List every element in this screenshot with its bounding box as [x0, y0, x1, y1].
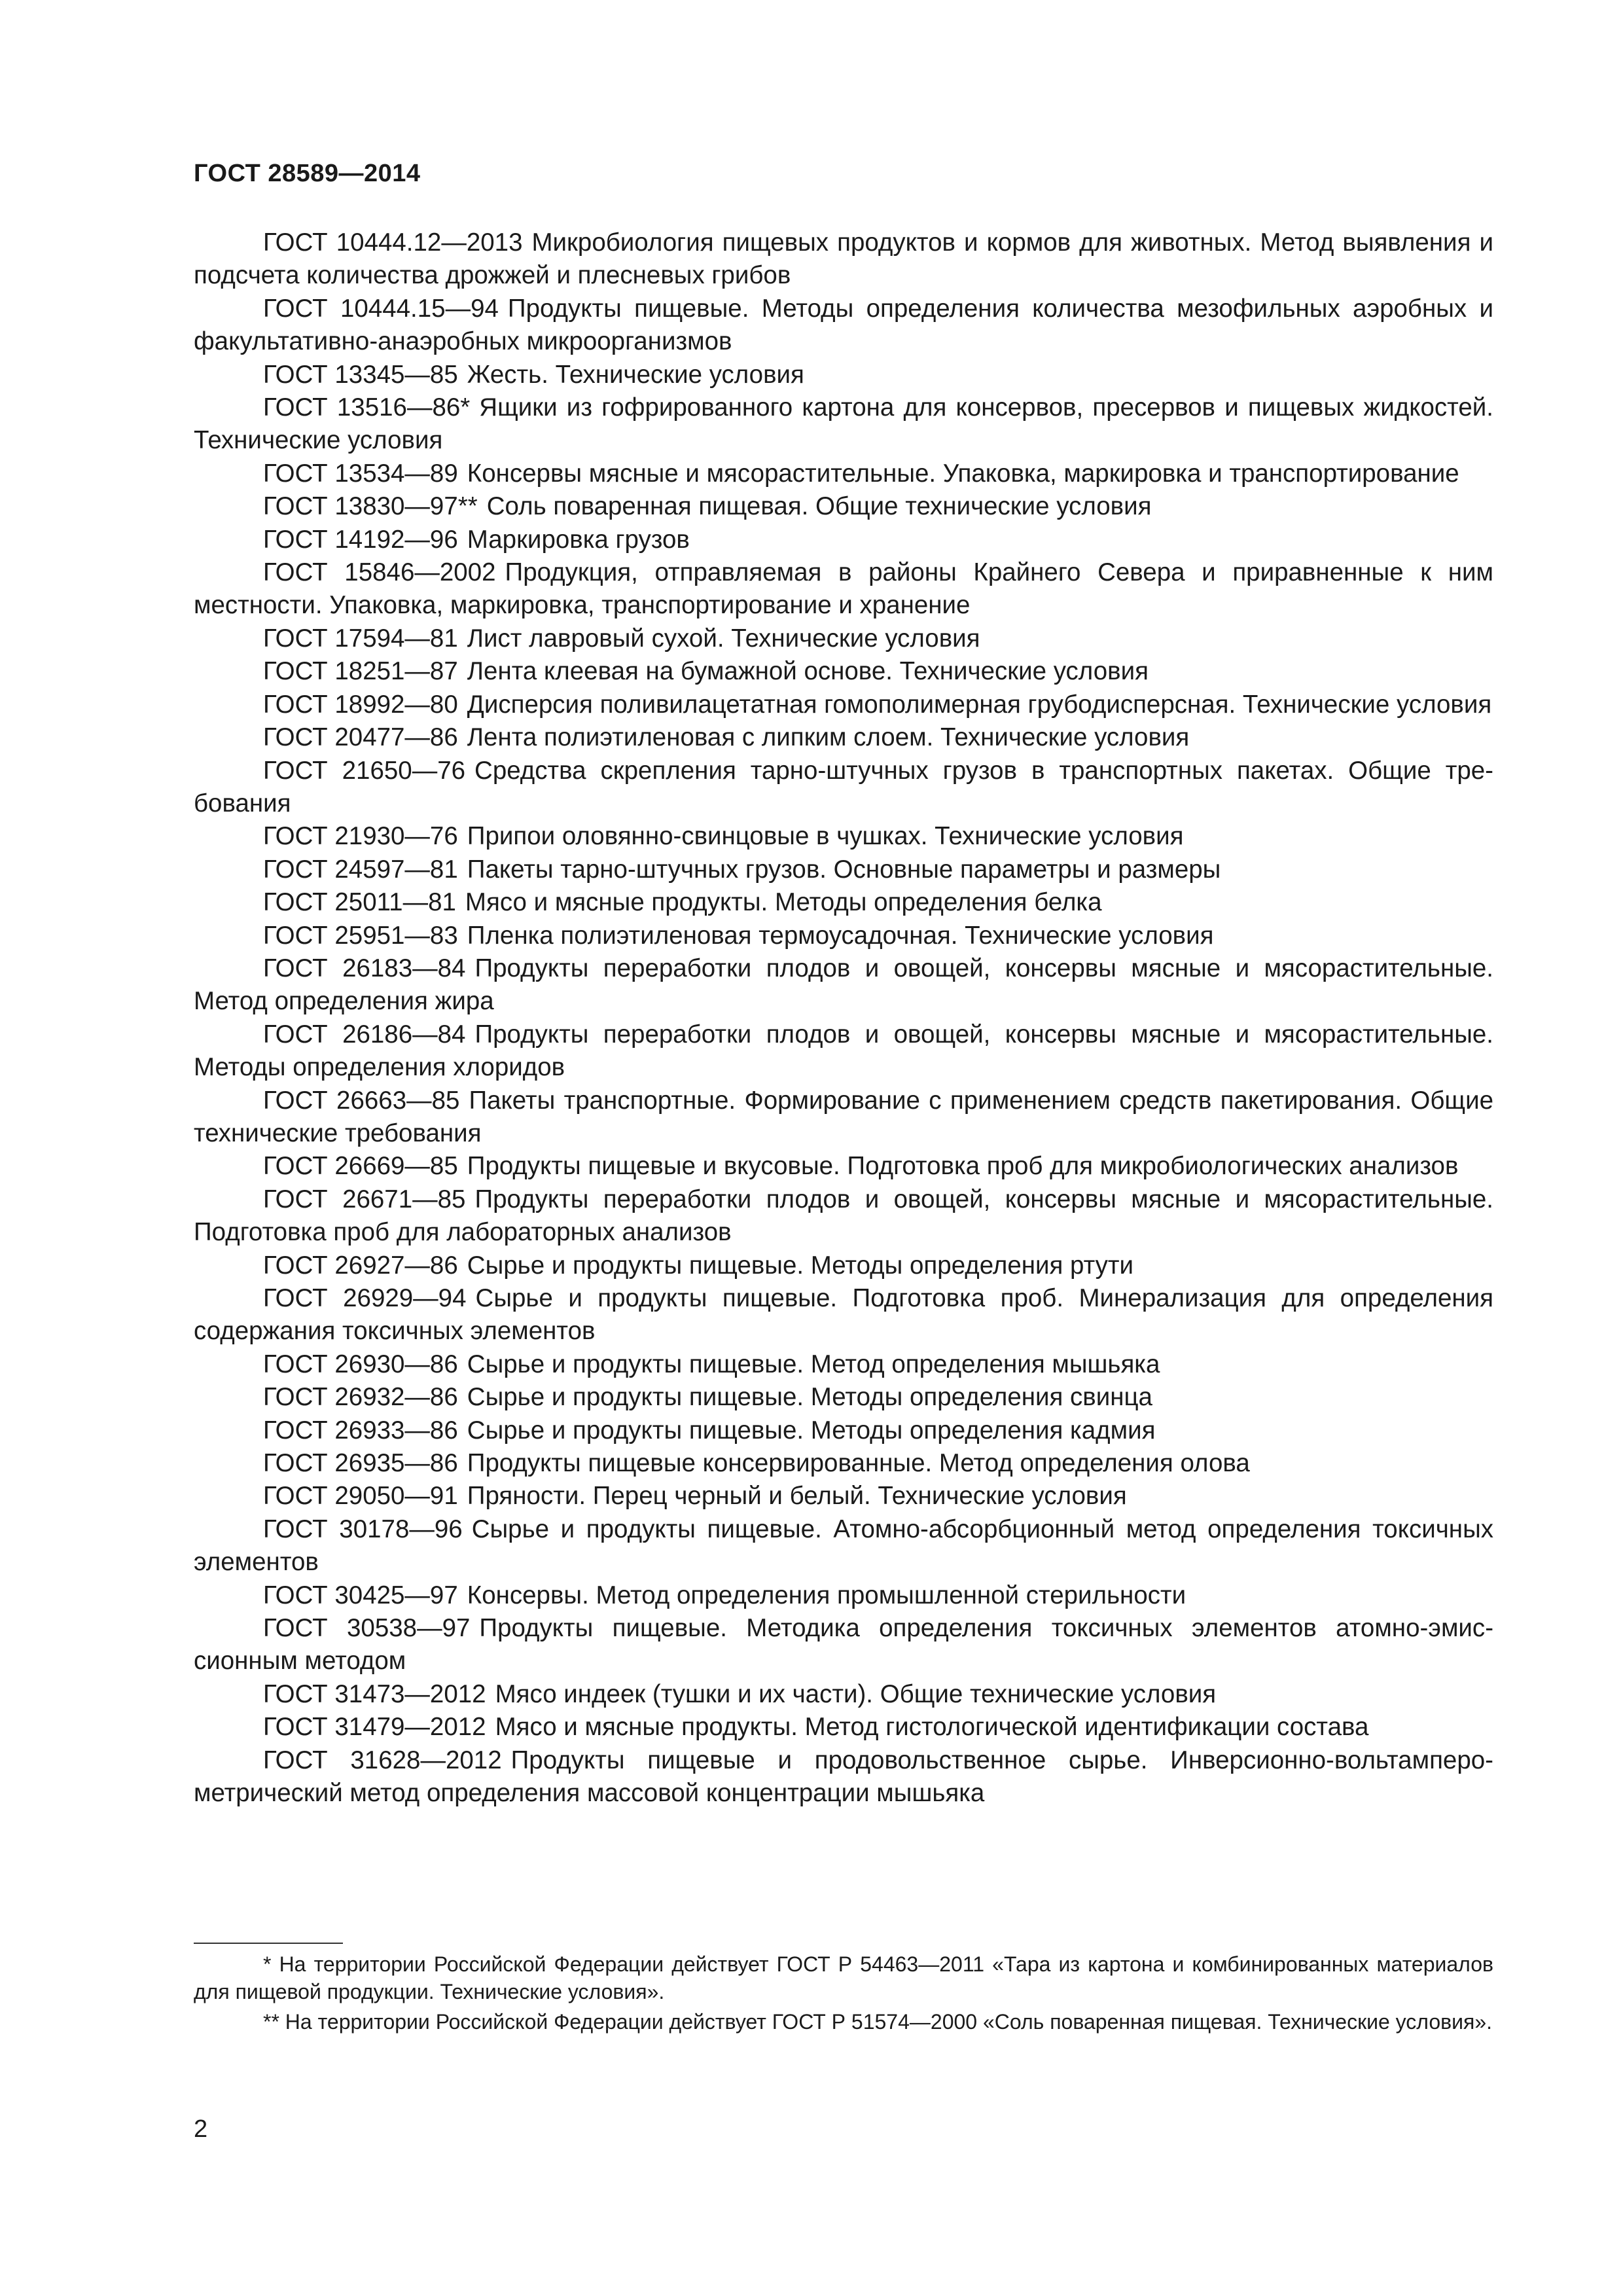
reference-code: ГОСТ 26935—86 [263, 1449, 458, 1478]
reference-title: Сырье и продукты пищевые. Методы определения ртути [467, 1251, 1134, 1280]
reference-code: ГОСТ 26186—84 [263, 1020, 466, 1049]
reference-title: Пакеты тарно-штучных грузов. Основные параметры и размеры [467, 855, 1221, 884]
reference-item [194, 622, 1493, 655]
reference-code: ГОСТ 14192—96 [263, 525, 458, 554]
reference-title: Сырье и продукты пищевые. Подготовка проб. Минерализация для определения содержания токсичных элементов [194, 1284, 1493, 1346]
reference-item [194, 391, 1493, 457]
reference-code: ГОСТ 15846—2002 [263, 558, 496, 587]
reference-title: Средства скрепления тарно-штучных грузов в транспортных пакетах. Общие требования [194, 756, 1493, 817]
reference-item [194, 1513, 1493, 1579]
reference-code: ГОСТ 13830—97** [263, 492, 478, 521]
normative-references-list [194, 226, 1493, 1810]
reference-item [194, 1018, 1493, 1085]
reference-item [194, 293, 1493, 359]
reference-title: Продукты пищевые. Методы определения количества мезофильных аэробных и факультативно-анаэробных микроорганизмов [194, 294, 1493, 356]
reference-code: ГОСТ 26929—94 [263, 1284, 467, 1312]
reference-item [194, 721, 1493, 754]
reference-code: ГОСТ 31479—2012 [263, 1713, 486, 1742]
reference-title: Продукты переработки плодов и овощей, консервы мясные и мясорастительные. Подготовка проб для лабораторных анализов [194, 1185, 1493, 1247]
reference-code: ГОСТ 20477—86 [263, 723, 458, 752]
reference-code: ГОСТ 18251—87 [263, 657, 458, 686]
reference-code: ГОСТ 31473—2012 [263, 1679, 486, 1708]
reference-item [194, 226, 1493, 293]
reference-title: Продукты переработки плодов и овощей, консервы мясные и мясорастительные. Метод определения жира [194, 954, 1493, 1016]
reference-code: ГОСТ 26927—86 [263, 1251, 458, 1280]
reference-title: Пряности. Перец черный и белый. Технические условия [467, 1482, 1127, 1511]
reference-title: Пленка полиэтиленовая термоусадочная. Технические условия [467, 921, 1214, 950]
reference-code: ГОСТ 26183—84 [263, 954, 466, 982]
reference-title: Продукты пищевые и вкусовые. Подготовка проб для микробиологических анализов [467, 1152, 1459, 1181]
reference-item [194, 1480, 1493, 1513]
reference-code: ГОСТ 18992—80 [263, 690, 458, 719]
reference-title: Сырье и продукты пищевые. Методы определения кадмия [467, 1416, 1156, 1444]
footnotes [194, 1950, 1493, 2038]
reference-code: ГОСТ 26669—85 [263, 1152, 458, 1181]
reference-item [194, 952, 1493, 1018]
reference-item [194, 655, 1493, 688]
reference-code: ГОСТ 13534—89 [263, 459, 458, 488]
page-number: 2 [194, 2115, 208, 2143]
reference-item [194, 853, 1493, 886]
reference-code: ГОСТ 25011—81 [263, 888, 456, 917]
reference-item [194, 920, 1493, 952]
reference-item [194, 820, 1493, 853]
reference-title: Маркировка грузов [467, 525, 690, 554]
reference-item [194, 457, 1493, 490]
footnote: * На территории Российской Федерации действует ГОСТ Р 54463—2011 «Тара из картона и комбинированных материалов для пищевой продукции. Технические условия». [194, 1952, 1493, 2003]
reference-item [194, 1249, 1493, 1282]
document-header: ГОСТ 28589—2014 [194, 160, 421, 187]
reference-code: ГОСТ 26930—86 [263, 1350, 458, 1378]
reference-item [194, 1183, 1493, 1249]
reference-title: Продукты пищевые консервированные. Метод определения олова [467, 1449, 1250, 1478]
reference-item [194, 755, 1493, 821]
footnote-divider [194, 1943, 343, 1944]
reference-code: ГОСТ 30425—97 [263, 1581, 458, 1609]
reference-title: Жесть. Технические условия [467, 360, 804, 389]
reference-code: ГОСТ 26671—85 [263, 1185, 466, 1213]
reference-code: ГОСТ 30538—97 [263, 1614, 471, 1643]
reference-item [194, 1579, 1493, 1612]
reference-code: ГОСТ 13345—85 [263, 360, 458, 389]
reference-item [194, 1150, 1493, 1183]
reference-code: ГОСТ 17594—81 [263, 624, 458, 653]
reference-title: Сырье и продукты пищевые. Метод определения мышьяка [467, 1350, 1160, 1378]
reference-item [194, 1711, 1493, 1744]
footnote: ** На территории Российской Федерации действует ГОСТ Р 51574—2000 «Соль поваренная пищевая. Технические условия». [263, 2010, 1493, 2034]
reference-title: Продукты пищевые и продовольственное сырье. Инверсионно-вольтамперометрический метод определения массовой концентрации мышьяка [194, 1746, 1493, 1808]
reference-item [194, 1678, 1493, 1711]
reference-code: ГОСТ 31628—2012 [263, 1746, 502, 1774]
reference-item [194, 1447, 1493, 1480]
reference-title: Мясо и мясные продукты. Методы определения белка [465, 888, 1102, 917]
reference-title: Дисперсия поливилацетатная гомополимерная грубодисперсная. Технические условия [467, 690, 1492, 719]
reference-code: ГОСТ 29050—91 [263, 1482, 458, 1511]
reference-code: ГОСТ 10444.12—2013 [263, 228, 523, 257]
reference-item [194, 1085, 1493, 1151]
reference-code: ГОСТ 21930—76 [263, 822, 458, 851]
reference-item [194, 490, 1493, 523]
reference-item [194, 1414, 1493, 1447]
reference-title: Соль поваренная пищевая. Общие технические условия [486, 492, 1152, 521]
reference-title: Лента полиэтиленовая с липким слоем. Технические условия [467, 723, 1190, 752]
reference-title: Мясо индеек (тушки и их части). Общие технические условия [495, 1679, 1217, 1708]
reference-item [194, 1612, 1493, 1678]
reference-code: ГОСТ 26663—85 [263, 1086, 460, 1115]
reference-code: ГОСТ 26932—86 [263, 1383, 458, 1412]
reference-title: Микробиология пищевых продуктов и кормов для животных. Метод выявления и подсчета количества дрожжей и плесневых грибов [194, 228, 1493, 290]
reference-code: ГОСТ 10444.15—94 [263, 294, 499, 323]
reference-item [194, 524, 1493, 556]
reference-item [194, 689, 1493, 721]
reference-item [194, 1381, 1493, 1414]
reference-item [194, 359, 1493, 391]
reference-title: Пакеты транспортные. Формирование с применением средств пакетирования. Общие технические требования [194, 1086, 1493, 1147]
reference-title: Продукция, отправляемая в районы Крайнего Севера и приравненные к ним местности. Упаковка, маркировка, транспортирование и хранение [194, 558, 1493, 620]
reference-item [194, 1744, 1493, 1810]
reference-item [194, 556, 1493, 622]
reference-item [194, 886, 1493, 919]
reference-title: Продукты переработки плодов и овощей, консервы мясные и мясорастительные. Методы определения хлоридов [194, 1020, 1493, 1082]
reference-title: Лист лавровый сухой. Технические условия [467, 624, 980, 653]
reference-item [194, 1282, 1493, 1348]
reference-item [194, 1348, 1493, 1381]
reference-code: ГОСТ 24597—81 [263, 855, 458, 884]
reference-code: ГОСТ 21650—76 [263, 756, 466, 785]
reference-code: ГОСТ 25951—83 [263, 921, 458, 950]
reference-code: ГОСТ 13516—86* [263, 393, 471, 422]
reference-code: ГОСТ 26933—86 [263, 1416, 458, 1444]
reference-title: Ящики из гофрированного картона для консервов, пресервов и пищевых жидкостей. Технические условия [194, 393, 1493, 455]
reference-title: Лента клеевая на бумажной основе. Технические условия [467, 657, 1149, 686]
reference-title: Сырье и продукты пищевые. Методы определения свинца [467, 1383, 1152, 1412]
reference-code: ГОСТ 30178—96 [263, 1515, 463, 1543]
reference-title: Припои оловянно-свинцовые в чушках. Технические условия [467, 822, 1184, 851]
reference-title: Сырье и продукты пищевые. Атомно-абсорбционный метод определения токсичных элементов [194, 1515, 1493, 1577]
reference-title: Мясо и мясные продукты. Метод гистологической идентификации состава [495, 1713, 1369, 1742]
reference-title: Консервы. Метод определения промышленной стерильности [467, 1581, 1186, 1609]
reference-title: Консервы мясные и мясорастительные. Упаковка, маркировка и транспортирование [467, 459, 1459, 488]
reference-title: Продукты пищевые. Методика определения токсичных элементов атомно-эмиссионным методом [194, 1614, 1494, 1676]
